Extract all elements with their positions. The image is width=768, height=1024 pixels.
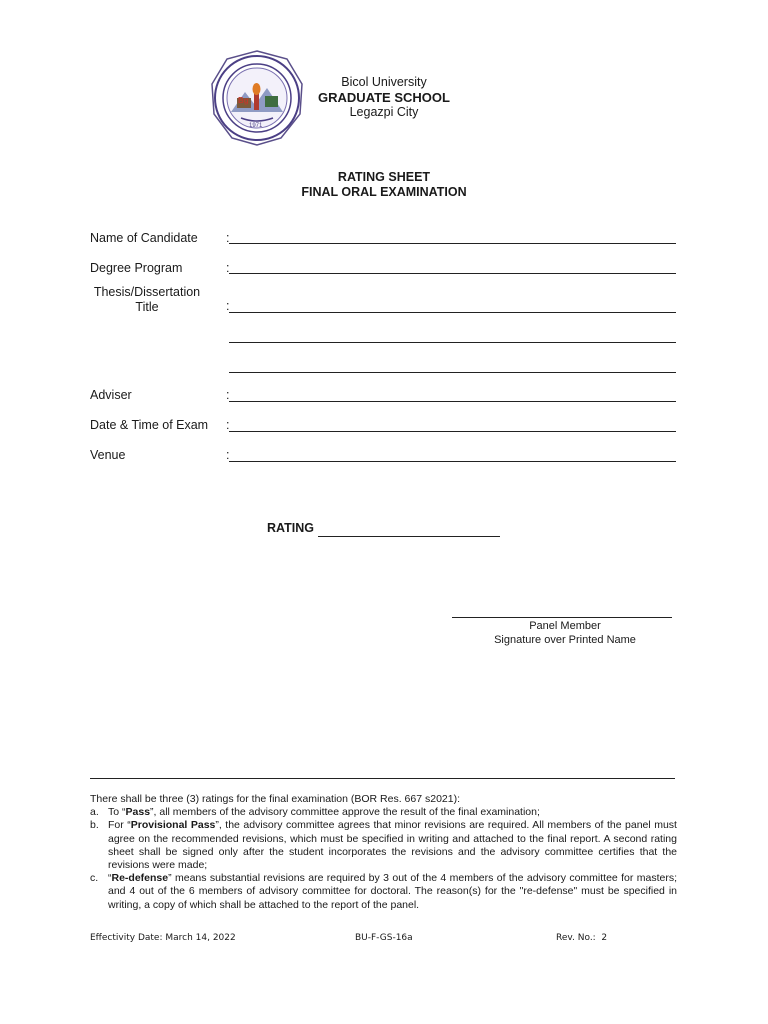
document-title [0, 170, 768, 200]
note-item-pass [90, 806, 677, 819]
note-a-post: ”, all members of the advisory committee approve the result of the final examination; [150, 806, 540, 819]
rating-field[interactable] [318, 536, 500, 537]
note-marker-a: a. [90, 806, 99, 819]
candidate-field[interactable] [229, 243, 676, 244]
datetime-field[interactable] [229, 431, 676, 432]
note-b-pre: For “ [108, 819, 131, 832]
seal-year: 1971 [249, 123, 263, 129]
datetime-label: Date & Time of Exam [90, 418, 209, 432]
thesis-label-line-1: Thesis/Dissertation [93, 285, 201, 299]
adviser-field[interactable] [229, 401, 676, 402]
university-name: Bicol University [341, 75, 427, 89]
candidate-colon: : [226, 231, 230, 245]
candidate-label: Name of Candidate [90, 231, 198, 245]
thesis-field-line-1[interactable] [229, 312, 676, 313]
thesis-colon: : [226, 299, 230, 313]
thesis-field-line-3[interactable] [229, 372, 676, 373]
degree-colon: : [226, 261, 230, 275]
degree-field[interactable] [229, 273, 676, 274]
note-a-bold: Pass [125, 806, 151, 819]
signature-caption: Signature over Printed Name [494, 633, 636, 646]
note-b-post: ”, the advisory committee agrees that minor revisions are required. All members of the panel must agree on the recommended revisions, which must be specified in writing and attached to the final report. A second rating sheet shall be signed only after the student incorporates the revisions and the advisory committee certifies that the revisions were made; [108, 819, 677, 872]
footer-form-code: BU-F-GS-16a [355, 933, 413, 943]
adviser-colon: : [226, 388, 230, 402]
title-line-2: FINAL ORAL EXAMINATION [301, 185, 467, 199]
note-c-bold: Re-defense [111, 872, 169, 885]
section-divider [90, 778, 675, 779]
datetime-colon: : [226, 418, 230, 432]
thesis-label [90, 285, 204, 315]
seal-letters: Bg [238, 96, 249, 105]
degree-label: Degree Program [90, 261, 183, 275]
note-c-pre: “ [108, 872, 112, 885]
city-name: Legazpi City [349, 105, 419, 119]
venue-field[interactable] [229, 461, 676, 462]
university-seal-logo [211, 50, 303, 146]
rating-notes [90, 793, 677, 912]
note-marker-c: c. [90, 872, 99, 885]
note-c-post: ” means substantial revisions are required by 3 out of the 4 members of the advisory committee for masters; and 4 out of the 6 members of advisory committee for doctoral. The reason(s) for the "re-defense" must be specified in writing, a copy of which shall be attached to the report of the panel. [108, 872, 677, 911]
title-line-1: RATING SHEET [337, 170, 431, 184]
signature-role: Panel Member [529, 620, 601, 632]
thesis-field-line-2[interactable] [229, 342, 676, 343]
institution-header [300, 75, 468, 120]
thesis-label-line-2: Title [135, 300, 159, 314]
signature-line[interactable] [452, 617, 672, 618]
note-item-re-defense [90, 872, 677, 912]
rating-label: RATING [267, 521, 314, 535]
adviser-label: Adviser [90, 388, 132, 402]
venue-colon: : [226, 448, 230, 462]
footer-effectivity: Effectivity Date: March 14, 2022 [90, 933, 236, 943]
note-marker-b: b. [90, 819, 99, 832]
note-item-provisional-pass [90, 819, 677, 872]
venue-label: Venue [90, 448, 126, 462]
signature-block [465, 620, 665, 647]
footer-revision: Rev. No.: 2 [556, 933, 608, 943]
notes-intro: There shall be three (3) ratings for the final examination (BOR Res. 667 s2021): [90, 793, 461, 805]
school-name: GRADUATE SCHOOL [318, 90, 450, 105]
note-a-pre: To “ [108, 806, 126, 819]
note-b-bold: Provisional Pass [130, 819, 216, 832]
